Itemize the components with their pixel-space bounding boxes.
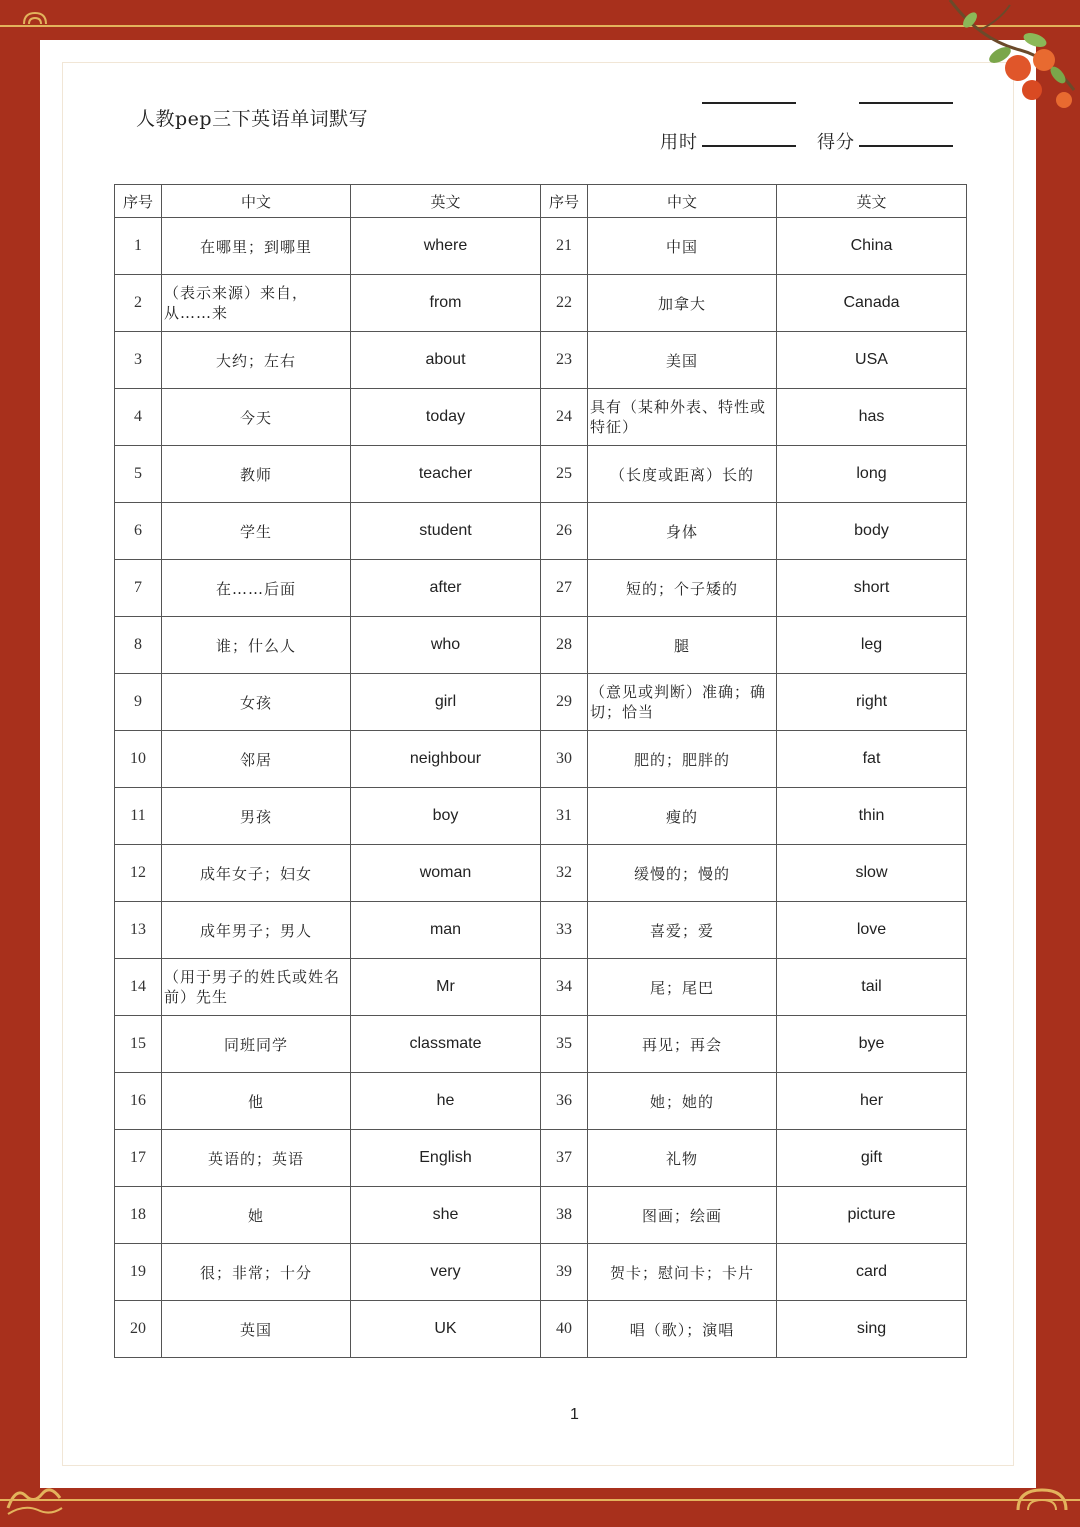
chinese-meaning: 图画；绘画 — [588, 1187, 777, 1244]
word-number: 29 — [541, 674, 588, 731]
column-header: 中文 — [588, 185, 777, 218]
time-label: 用时 — [660, 132, 698, 153]
chinese-meaning: 贺卡；慰问卡；卡片 — [588, 1244, 777, 1301]
english-word: who — [351, 617, 541, 674]
chinese-meaning: 男孩 — [162, 788, 351, 845]
word-number: 5 — [115, 446, 162, 503]
english-word: very — [351, 1244, 541, 1301]
english-word: where — [351, 218, 541, 275]
word-number: 9 — [115, 674, 162, 731]
cloud-motif-icon — [22, 10, 48, 26]
english-word: after — [351, 560, 541, 617]
chinese-meaning: （意见或判断）准确；确切；恰当 — [588, 674, 777, 731]
table-row — [115, 218, 967, 275]
english-word: bye — [777, 1016, 967, 1073]
english-word: woman — [351, 845, 541, 902]
column-header: 英文 — [351, 185, 541, 218]
table-row — [115, 788, 967, 845]
chinese-meaning: 大约；左右 — [162, 332, 351, 389]
english-word: short — [777, 560, 967, 617]
word-number: 12 — [115, 845, 162, 902]
chinese-meaning: 缓慢的；慢的 — [588, 845, 777, 902]
chinese-meaning: 教师 — [162, 446, 351, 503]
chinese-meaning: 成年女子；妇女 — [162, 845, 351, 902]
word-number: 20 — [115, 1301, 162, 1358]
word-number: 17 — [115, 1130, 162, 1187]
english-word: gift — [777, 1130, 967, 1187]
english-word: man — [351, 902, 541, 959]
english-word: card — [777, 1244, 967, 1301]
chinese-meaning: 今天 — [162, 389, 351, 446]
word-number: 30 — [541, 731, 588, 788]
word-number: 16 — [115, 1073, 162, 1130]
word-number: 4 — [115, 389, 162, 446]
chinese-meaning: （用于男子的姓氏或姓名前）先生 — [162, 959, 351, 1016]
english-word: tail — [777, 959, 967, 1016]
word-number: 6 — [115, 503, 162, 560]
chinese-meaning: （表示来源）来自，从……来 — [162, 275, 351, 332]
word-number: 22 — [541, 275, 588, 332]
table-row — [115, 959, 967, 1016]
english-word: USA — [777, 332, 967, 389]
table-row — [115, 275, 967, 332]
word-number: 23 — [541, 332, 588, 389]
chinese-meaning: 短的；个子矮的 — [588, 560, 777, 617]
chinese-meaning: 成年男子；男人 — [162, 902, 351, 959]
chinese-meaning: 尾；尾巴 — [588, 959, 777, 1016]
chinese-meaning: 女孩 — [162, 674, 351, 731]
column-header: 序号 — [541, 185, 588, 218]
english-word: Canada — [777, 275, 967, 332]
word-number: 7 — [115, 560, 162, 617]
column-header: 序号 — [115, 185, 162, 218]
english-word: her — [777, 1073, 967, 1130]
english-word: right — [777, 674, 967, 731]
time-blank[interactable] — [702, 145, 796, 147]
chinese-meaning: 再见；再会 — [588, 1016, 777, 1073]
table-row — [115, 674, 967, 731]
table-row — [115, 845, 967, 902]
word-number: 2 — [115, 275, 162, 332]
english-word: English — [351, 1130, 541, 1187]
english-word: love — [777, 902, 967, 959]
chinese-meaning: 邻居 — [162, 731, 351, 788]
word-number: 13 — [115, 902, 162, 959]
word-number: 21 — [541, 218, 588, 275]
chinese-meaning: 加拿大 — [588, 275, 777, 332]
english-word: leg — [777, 617, 967, 674]
english-word: fat — [777, 731, 967, 788]
chinese-meaning: 学生 — [162, 503, 351, 560]
bottom-gold-rail — [0, 1499, 1080, 1501]
word-number: 15 — [115, 1016, 162, 1073]
table-row — [115, 446, 967, 503]
english-word: boy — [351, 788, 541, 845]
english-word: picture — [777, 1187, 967, 1244]
english-word: teacher — [351, 446, 541, 503]
word-number: 3 — [115, 332, 162, 389]
english-word: UK — [351, 1301, 541, 1358]
word-number: 24 — [541, 389, 588, 446]
english-word: student — [351, 503, 541, 560]
word-number: 10 — [115, 731, 162, 788]
chinese-meaning: 喜爱；爱 — [588, 902, 777, 959]
page-title: 人教pep三下英语单词默写 — [136, 108, 369, 130]
english-word: classmate — [351, 1016, 541, 1073]
name-blank[interactable] — [702, 102, 796, 104]
chinese-meaning: 具有（某种外表、特性或特征） — [588, 389, 777, 446]
table-row — [115, 1016, 967, 1073]
word-number: 32 — [541, 845, 588, 902]
chinese-meaning: 中国 — [588, 218, 777, 275]
table-row — [115, 902, 967, 959]
table-row — [115, 389, 967, 446]
english-word: body — [777, 503, 967, 560]
english-word: he — [351, 1073, 541, 1130]
english-word: has — [777, 389, 967, 446]
table-row — [115, 731, 967, 788]
table-row — [115, 503, 967, 560]
word-number: 8 — [115, 617, 162, 674]
top-gold-rail — [0, 25, 1080, 27]
word-number: 25 — [541, 446, 588, 503]
table-row — [115, 560, 967, 617]
word-number: 18 — [115, 1187, 162, 1244]
word-number: 1 — [115, 218, 162, 275]
chinese-meaning: 唱（歌）；演唱 — [588, 1301, 777, 1358]
word-number: 35 — [541, 1016, 588, 1073]
vocabulary-table — [114, 184, 967, 1358]
table-row — [115, 1073, 967, 1130]
table-row — [115, 1187, 967, 1244]
word-number: 38 — [541, 1187, 588, 1244]
chinese-meaning: 谁；什么人 — [162, 617, 351, 674]
chinese-meaning: 很；非常；十分 — [162, 1244, 351, 1301]
chinese-meaning: 肥的；肥胖的 — [588, 731, 777, 788]
english-word: girl — [351, 674, 541, 731]
english-word: she — [351, 1187, 541, 1244]
chinese-meaning: 同班同学 — [162, 1016, 351, 1073]
score-blank[interactable] — [859, 145, 953, 147]
chinese-meaning: 她；她的 — [588, 1073, 777, 1130]
chinese-meaning: 美国 — [588, 332, 777, 389]
word-number: 40 — [541, 1301, 588, 1358]
chinese-meaning: 英国 — [162, 1301, 351, 1358]
word-number: 28 — [541, 617, 588, 674]
chinese-meaning: 在哪里；到哪里 — [162, 218, 351, 275]
persimmon-branch-icon — [940, 0, 1076, 120]
english-word: today — [351, 389, 541, 446]
chinese-meaning: （长度或距离）长的 — [588, 446, 777, 503]
word-number: 39 — [541, 1244, 588, 1301]
chinese-meaning: 在……后面 — [162, 560, 351, 617]
chinese-meaning: 礼物 — [588, 1130, 777, 1187]
word-number: 19 — [115, 1244, 162, 1301]
table-row — [115, 617, 967, 674]
word-number: 14 — [115, 959, 162, 1016]
english-word: thin — [777, 788, 967, 845]
table-row — [115, 1244, 967, 1301]
table-row — [115, 1130, 967, 1187]
worksheet-page — [40, 40, 1036, 1488]
table-row — [115, 1301, 967, 1358]
word-number: 31 — [541, 788, 588, 845]
chinese-meaning: 瘦的 — [588, 788, 777, 845]
page-number: 1 — [570, 1406, 579, 1423]
english-word: from — [351, 275, 541, 332]
word-number: 36 — [541, 1073, 588, 1130]
word-number: 26 — [541, 503, 588, 560]
word-number: 27 — [541, 560, 588, 617]
chinese-meaning: 腿 — [588, 617, 777, 674]
column-header: 中文 — [162, 185, 351, 218]
english-word: slow — [777, 845, 967, 902]
english-word: neighbour — [351, 731, 541, 788]
class-blank[interactable] — [859, 102, 953, 104]
english-word: long — [777, 446, 967, 503]
table-header-row — [115, 185, 967, 218]
word-number: 33 — [541, 902, 588, 959]
table-row — [115, 332, 967, 389]
word-number: 11 — [115, 788, 162, 845]
word-number: 37 — [541, 1130, 588, 1187]
column-header: 英文 — [777, 185, 967, 218]
score-label: 得分 — [817, 132, 855, 153]
chinese-meaning: 身体 — [588, 503, 777, 560]
english-word: Mr — [351, 959, 541, 1016]
chinese-meaning: 她 — [162, 1187, 351, 1244]
chinese-meaning: 他 — [162, 1073, 351, 1130]
english-word: sing — [777, 1301, 967, 1358]
english-word: China — [777, 218, 967, 275]
english-word: about — [351, 332, 541, 389]
chinese-meaning: 英语的；英语 — [162, 1130, 351, 1187]
word-number: 34 — [541, 959, 588, 1016]
